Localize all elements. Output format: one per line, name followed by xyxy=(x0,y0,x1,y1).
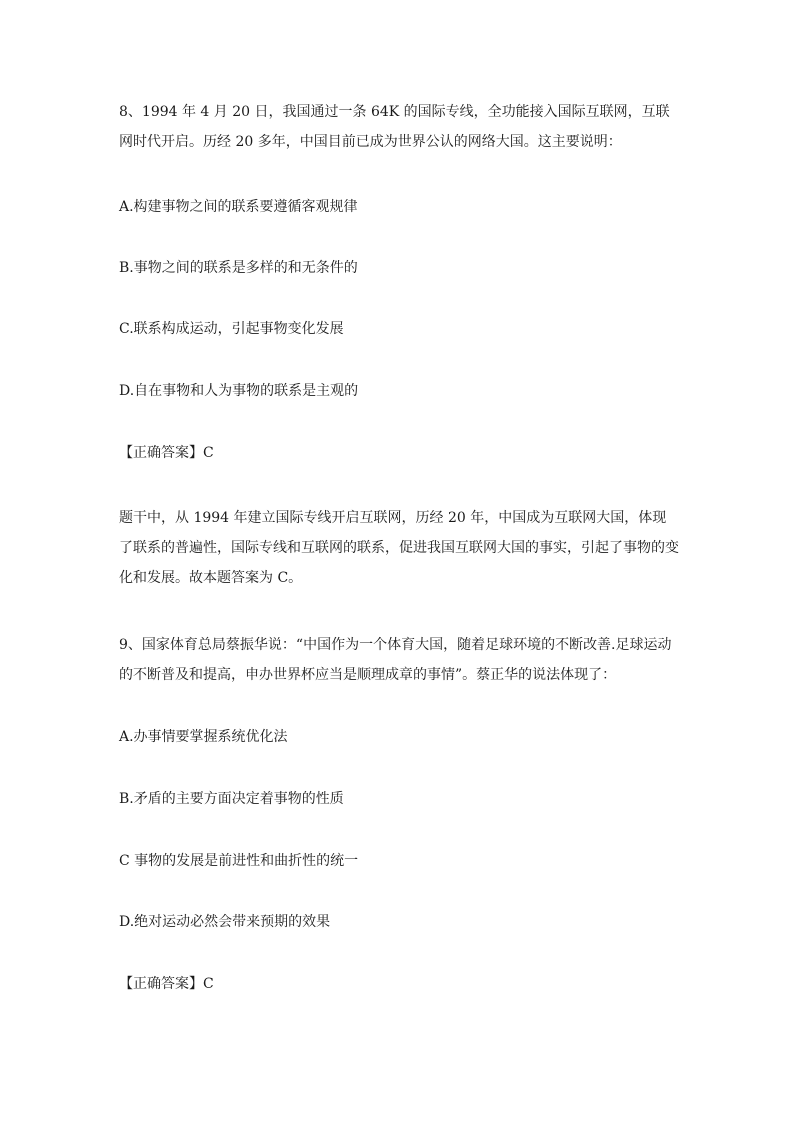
question-8-option-d: D.自在事物和人为事物的联系是主观的 xyxy=(119,383,359,399)
question-8-stem: 8、1994 年 4 月 20 日，我国通过一条 64K 的国际专线，全功能接入国际互联网，互联网时代开启。历经 20 多年，中国目前已成为世界公认的网络大国。这主要说明： xyxy=(119,104,670,150)
question-8-option-c: C.联系构成运动，引起事物变化发展 xyxy=(119,321,344,337)
answer-label: 【正确答案】 xyxy=(119,976,203,992)
question-8-answer xyxy=(119,438,679,468)
question-9-stem: 9、国家体育总局蔡振华说：“中国作为一个体育大国，随着足球环境的不断改善.足球运动的不断普及和提高，申办世界杯应当是顺理成章的事情”。蔡正华的说法体现了： xyxy=(119,637,672,683)
question-9-option-d: D.绝对运动必然会带来预期的效果 xyxy=(119,914,331,930)
question-9-option-a: A.办事情要掌握系统优化法 xyxy=(119,729,288,745)
question-8-explanation: 题干中，从 1994 年建立国际专线开启互联网，历经 20 年，中国成为互联网大国，体现了联系的普遍性，国际专线和互联网的联系，促进我国互联网大国的事实，引起了事物的变化和发展。故本题答案为 C。 xyxy=(119,510,679,586)
question-9-option-b: B.矛盾的主要方面决定着事物的性质 xyxy=(119,791,344,807)
question-9-answer xyxy=(119,969,679,999)
question-9-option-c: C 事物的发展是前进性和曲折性的统一 xyxy=(119,853,359,869)
question-8-option-a: A.构建事物之间的联系要遵循客观规律 xyxy=(119,199,358,215)
answer-value: C xyxy=(203,976,214,992)
answer-label: 【正确答案】 xyxy=(119,445,203,461)
answer-value: C xyxy=(203,445,214,461)
question-8-option-b: B.事物之间的联系是多样的和无条件的 xyxy=(119,260,358,276)
